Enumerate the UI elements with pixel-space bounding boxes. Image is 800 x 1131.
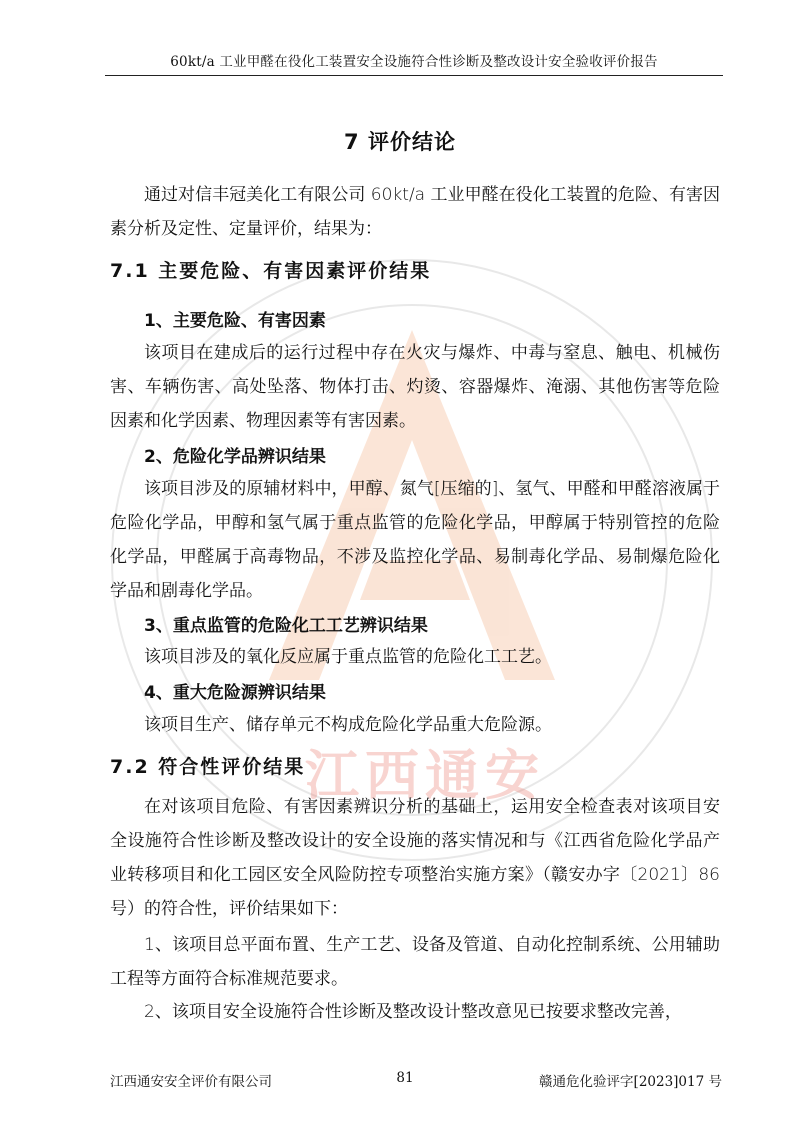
hazardous-chemicals-heading: 2、危险化学品辨识结果 xyxy=(144,447,326,467)
hazard-factors-text: 该项目在建成后的运行过程中存在火灾与爆炸、中毒与窒息、触电、机械伤害、车辆伤害、高处坠落、物体打击、灼烫、容器爆炸、淹溺、其他伤害等危险因素和化学因素、物理因素等有害因素。 xyxy=(110,343,720,431)
hazardous-chemicals-text: 该项目涉及的原辅材料中，甲醇、氮气[压缩的]、氢气、甲醛和甲醛溶液属于危险化学品，甲醇和氢气属于重点监管的危险化学品，甲醇属于特别管控的危险化学品，甲醛属于高毒物品，不涉及监控化学品、易制毒化学品、易制爆危险化学品和剧毒化学品。 xyxy=(110,479,720,601)
intro-paragraph: 通过对信丰冠美化工有限公司 60kt/a 工业甲醛在役化工装置的危险、有害因素分析及定性、定量评价，结果为： xyxy=(110,185,720,239)
compliance-item-1: 1、该项目总平面布置、生产工艺、设备及管道、自动化控制系统、公用辅助工程等方面符合标准规范要求。 xyxy=(110,935,720,989)
footer-company: 江西通安安全评价有限公司 xyxy=(110,1074,272,1090)
hazard-factors-heading: 1、主要危险、有害因素 xyxy=(144,311,326,331)
compliance-item-2: 2、该项目安全设施符合性诊断及整改设计整改意见已按要求整改完善， xyxy=(144,1002,682,1022)
header-divider xyxy=(105,75,723,76)
footer-page-number: 81 xyxy=(396,1070,414,1086)
section-7-2-title: 7.2 符合性评价结果 xyxy=(110,756,306,778)
watermark-text: 江西通安 xyxy=(305,744,545,807)
compliance-intro-paragraph: 在对该项目危险、有害因素辨识分析的基础上，运用安全检查表对该项目安全设施符合性诊断及整改设计的安全设施的落实情况和与《江西省危险化学品产业转移项目和化工园区安全风险防控专项整治实施方案》（赣安办字〔2021〕86 号）的符合性，评价结果如下： xyxy=(110,797,720,919)
section-7-1-title: 7.1 主要危险、有害因素评价结果 xyxy=(110,260,432,282)
footer-doc-number: 赣通危化验评字[2023]017 号 xyxy=(539,1074,722,1090)
running-header: 60kt/a 工业甲醛在役化工装置安全设施符合性诊断及整改设计安全验收评价报告 xyxy=(170,54,658,70)
major-hazard-text: 该项目生产、储存单元不构成危险化学品重大危险源。 xyxy=(144,715,552,735)
chapter-title: 7 评价结论 xyxy=(344,130,456,154)
process-identification-heading: 3、重点监管的危险化工工艺辨识结果 xyxy=(144,616,428,636)
process-identification-text: 该项目涉及的氧化反应属于重点监管的危险化工工艺。 xyxy=(144,647,552,667)
major-hazard-heading: 4、重大危险源辨识结果 xyxy=(144,683,326,703)
